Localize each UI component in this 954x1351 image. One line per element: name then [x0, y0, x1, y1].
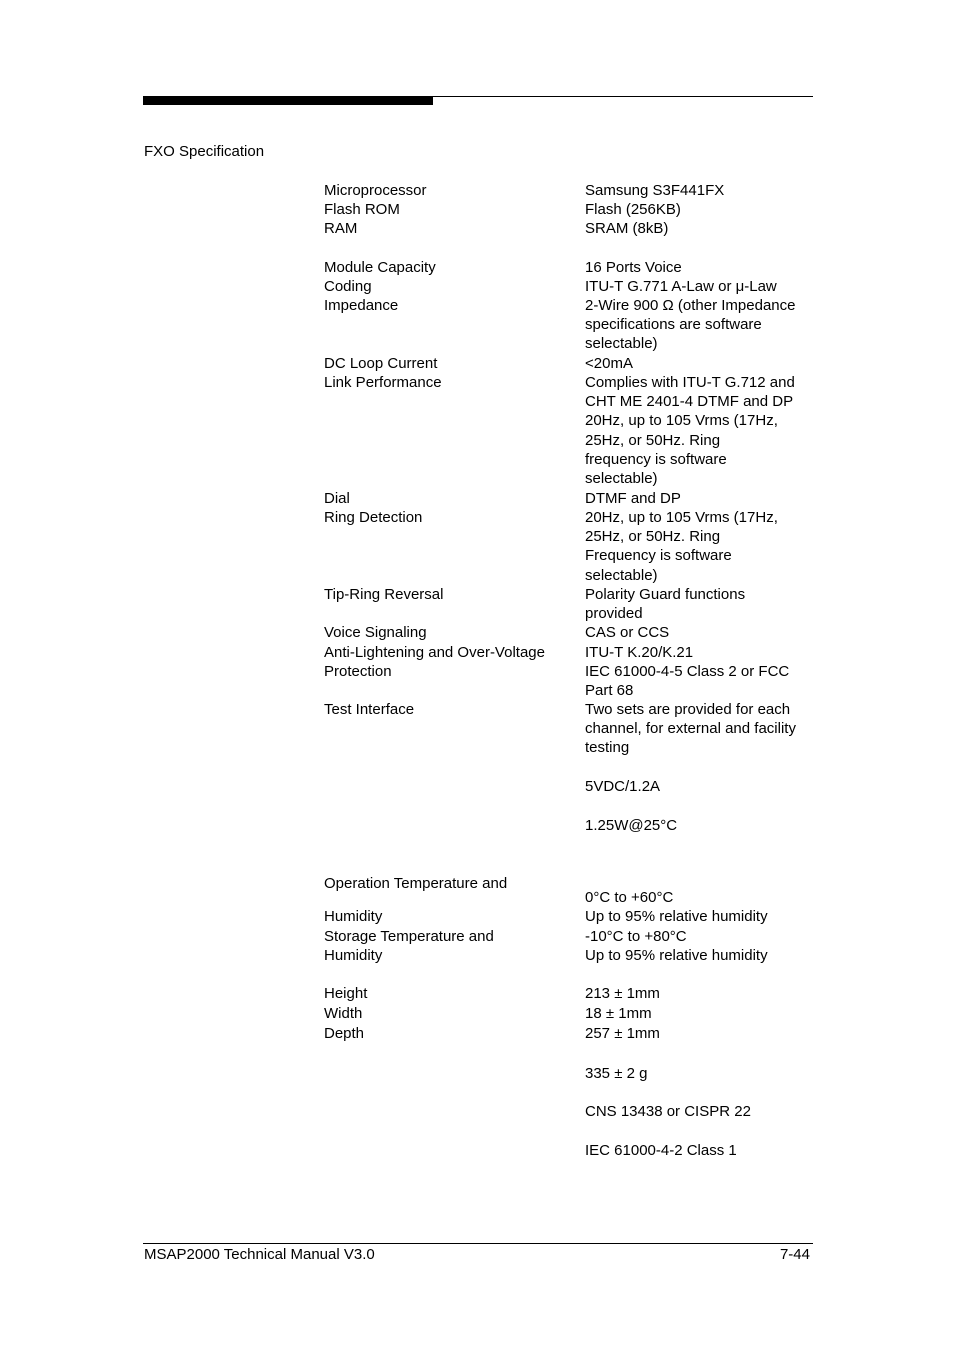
- spec-value: 18 ± 1mm: [585, 1005, 652, 1022]
- spec-value: Samsung S3F441FX: [585, 182, 725, 199]
- spec-label: Link Performance: [324, 374, 442, 391]
- spec-value: Up to 95% relative humidity: [585, 947, 768, 964]
- spec-value: Up to 95% relative humidity: [585, 908, 768, 925]
- section-title: FXO Specification: [144, 143, 265, 160]
- spec-value: 5VDC/1.2A: [585, 778, 661, 795]
- spec-value: 257 ± 1mm: [585, 1025, 660, 1042]
- spec-value: SRAM (8kB): [585, 220, 669, 237]
- spec-label: Height: [324, 985, 368, 1002]
- spec-value: ITU-T G.771 A-Law or μ-Law: [585, 278, 777, 295]
- spec-value: Complies with ITU-T G.712 and CHT ME 2401-4 DTMF and DP 20Hz, up to 105 Vrms (17Hz, 25Hz, or 50Hz. Ring frequency is software selectable): [585, 374, 795, 488]
- spec-value: -10°C to +80°C: [585, 928, 687, 945]
- spec-label: Ring Detection: [324, 509, 423, 526]
- spec-label: Test Interface: [324, 701, 415, 718]
- spec-value: 1.25W@25°C: [585, 817, 678, 834]
- spec-label: Humidity: [324, 908, 383, 925]
- spec-value: IEC 61000-4-5 Class 2 or FCC Part 68: [585, 663, 790, 700]
- spec-value: 335 ± 2 g: [585, 1065, 648, 1082]
- spec-label: Microprocessor: [324, 182, 427, 199]
- spec-label: Storage Temperature and: [324, 928, 494, 945]
- spec-label: RAM: [324, 220, 358, 237]
- spec-label: Anti-Lightening and Over-Voltage: [324, 644, 545, 661]
- spec-label: Impedance: [324, 297, 399, 314]
- spec-value: CNS 13438 or CISPR 22: [585, 1103, 751, 1120]
- spec-value: CAS or CCS: [585, 624, 670, 641]
- footer-page-number: 7-44: [779, 1246, 810, 1263]
- spec-label: Operation Temperature and: [324, 875, 508, 892]
- spec-value: Flash (256KB): [585, 201, 681, 218]
- spec-label: Dial: [324, 490, 350, 507]
- header-bar: [143, 96, 433, 105]
- spec-label: DC Loop Current: [324, 355, 438, 372]
- spec-value: IEC 61000-4-2 Class 1: [585, 1142, 737, 1159]
- spec-label: Width: [324, 1005, 363, 1022]
- spec-value: 213 ± 1mm: [585, 985, 660, 1002]
- spec-value: 0°C to +60°C: [585, 889, 674, 906]
- spec-label: Coding: [324, 278, 372, 295]
- spec-value: 16 Ports Voice: [585, 259, 682, 276]
- footer-document-title: MSAP2000 Technical Manual V3.0: [144, 1246, 375, 1263]
- spec-label: Depth: [324, 1025, 365, 1042]
- spec-value: Two sets are provided for each channel, for external and facility testing: [585, 701, 796, 757]
- spec-label: Humidity: [324, 947, 383, 964]
- spec-value: 20Hz, up to 105 Vrms (17Hz, 25Hz, or 50Hz. Ring Frequency is software selectable): [585, 509, 778, 584]
- spec-label: Module Capacity: [324, 259, 436, 276]
- spec-value: 2-Wire 900 Ω (other Impedance specifications are software selectable): [585, 297, 796, 353]
- spec-value: Polarity Guard functions provided: [585, 586, 746, 623]
- spec-value: <20mA: [585, 355, 633, 372]
- spec-label: Protection: [324, 663, 392, 680]
- spec-value: ITU-T K.20/K.21: [585, 644, 694, 661]
- spec-label: Voice Signaling: [324, 624, 427, 641]
- spec-label: Flash ROM: [324, 201, 400, 218]
- footer-rule: [143, 1243, 813, 1244]
- spec-value: DTMF and DP: [585, 490, 681, 507]
- spec-label: Tip-Ring Reversal: [324, 586, 444, 603]
